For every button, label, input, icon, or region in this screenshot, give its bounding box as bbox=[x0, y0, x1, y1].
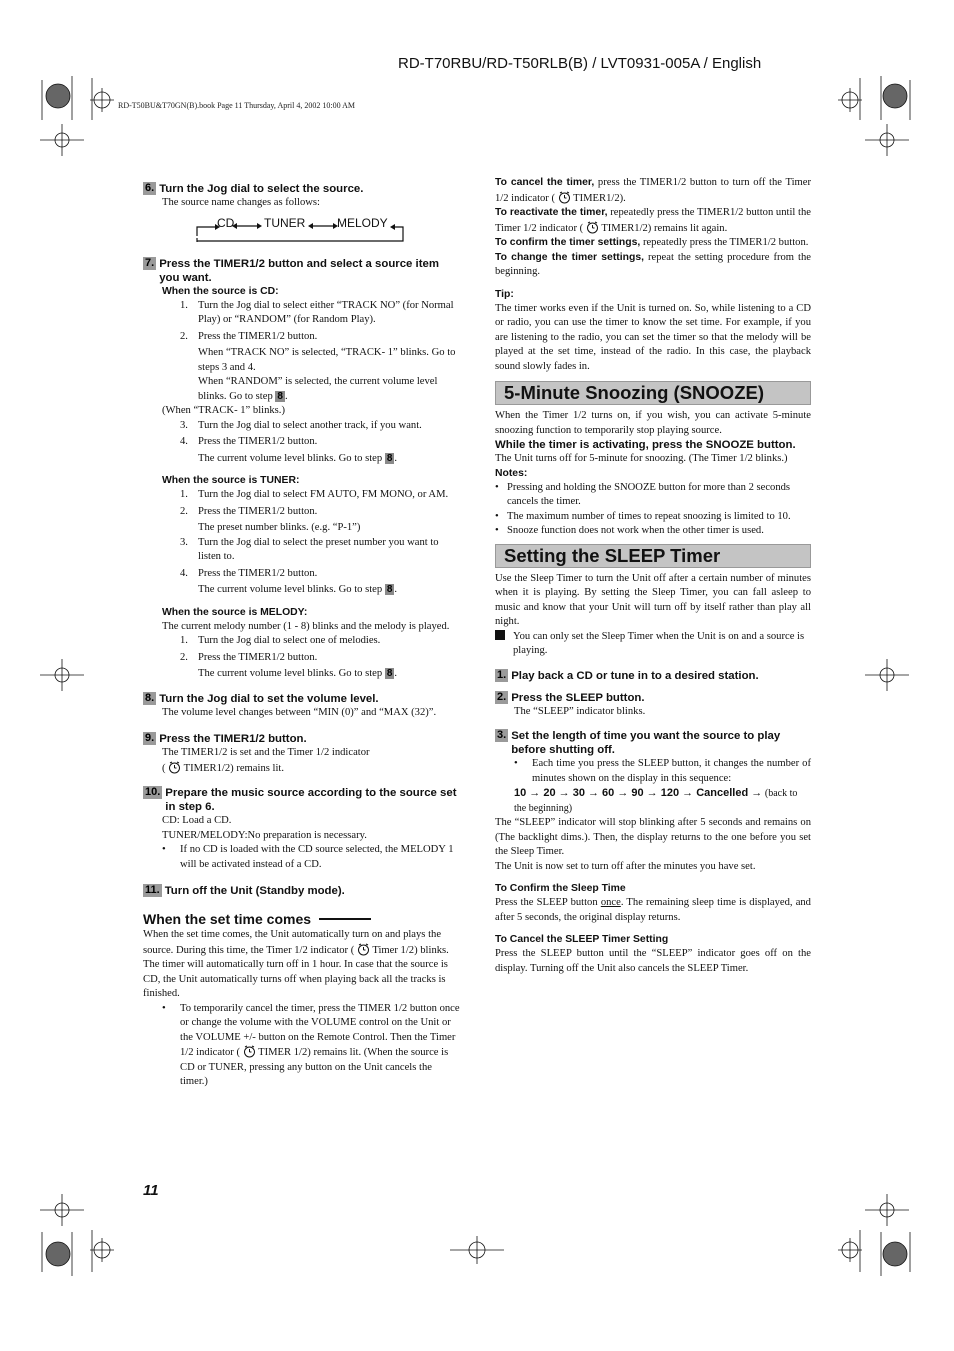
timer-clock-icon bbox=[168, 761, 181, 774]
step-7-heading: 7. Press the TIMER1/2 button and select a source item you want. bbox=[145, 256, 439, 284]
cd-item-4: 4. Press the TIMER1/2 button. bbox=[180, 436, 318, 447]
cd-when-track-note: (When “TRACK- 1” blinks.) bbox=[162, 405, 285, 416]
flow-cd-label: CD bbox=[217, 215, 235, 230]
when-set-time-text: When the set time comes, the Unit automatically turn on and plays the source. During this time, the Timer 1/2 indicator ( Timer 1/2) blinks. The timer will automatically turn off in 1 hour. In case that the source is CD, the Unit automatically turns off when playing back all the tracks is finished. bbox=[143, 929, 449, 999]
timer-clock-icon bbox=[243, 1045, 256, 1058]
cd-item-2-random-note: When “RANDOM” is selected, the current volume level blinks. Go to step 8 . bbox=[198, 376, 438, 402]
step-10-heading: 10. Prepare the music source according to the source set in step 6. bbox=[145, 786, 457, 813]
step-6-heading: 6. Turn the Jog dial to select the source. bbox=[145, 182, 364, 195]
step-8-text: The volume level changes between “MIN (0)” and “MAX (32)”. bbox=[162, 706, 437, 718]
cd-item-1: 1. Turn the Jog dial to select either “TRACK NO” (for Normal Play) or “RANDOM” (for Random Play). bbox=[180, 299, 454, 325]
sleep-note: You can only set the Sleep Timer when the Unit is on and a source is playing. bbox=[495, 630, 811, 659]
tuner-item-2: 2. Press the TIMER1/2 button. bbox=[180, 505, 318, 517]
cd-item-4-note: The current volume level blinks. Go to step 8 . bbox=[198, 452, 398, 464]
tuner-item-1: 1. Turn the Jog dial to select FM AUTO, FM MONO, or AM. bbox=[180, 489, 449, 500]
reactivate-timer-paragraph: To reactivate the timer, repeatedly press the TIMER1/2 button until the Timer 1/2 indicator ( TIMER1/2) remains lit again. bbox=[495, 207, 811, 234]
tip-heading: Tip: bbox=[495, 288, 514, 300]
when-set-time-bullet: • To temporarily cancel the timer, press the TIMER 1/2 button once or change the volume with the VOLUME control on the Unit or the VOLUME +/- button on the Remote Control. Then the Timer 1/2 indicator ( TIMER 1/2) remains lit. (When the source is CD or TUNER, pressing any button on the Unit cancels the timer.) bbox=[162, 1002, 460, 1087]
step-9-heading: 9. Press the TIMER1/2 button. bbox=[145, 732, 307, 745]
when-set-time-comes-heading: When the set time comes bbox=[143, 910, 461, 928]
melody-source-heading: When the source is MELODY: bbox=[162, 606, 308, 618]
step-8-reference: 8 bbox=[386, 584, 393, 596]
sleep-step-3-heading: 3. Set the length of time you want the source to play before shutting off. bbox=[497, 729, 781, 756]
step-8-reference: 8 bbox=[386, 668, 393, 680]
left-column bbox=[143, 182, 461, 1090]
snooze-notes-heading: Notes: bbox=[495, 467, 528, 479]
sleep-sequence: 10 → 20 → 30 → 60 → 90 → 120 → Cancelled → (back to the beginning) bbox=[514, 787, 798, 814]
cancel-sleep-heading: To Cancel the SLEEP Timer Setting bbox=[495, 934, 669, 945]
snooze-instruction: While the timer is activating, press the SNOOZE button. bbox=[495, 439, 796, 451]
sleep-intro: Use the Sleep Timer to turn the Unit off after a certain number of minutes when it is playing. By setting the Sleep Timer, you can fall asleep to music and know that your Unit will turn off by itself rather than play all night. bbox=[495, 572, 811, 627]
note-square-icon bbox=[495, 630, 507, 659]
tip-text: The timer works even if the Unit is turned on. So, while listening to a CD or radio, you can use the timer to know the set time. For example, if you are listening to the radio, you can set the timer so that the melody will be played at the set time, instead of the radio. In this case, the playback sound slowly fades in. bbox=[495, 302, 811, 372]
step-8-reference: 8 bbox=[386, 452, 393, 464]
melody-item-2: 2. Press the TIMER1/2 button. bbox=[180, 651, 318, 663]
timer-clock-icon bbox=[357, 943, 370, 956]
tuner-item-4: 4. Press the TIMER1/2 button. bbox=[180, 567, 318, 579]
cd-source-heading: When the source is CD: bbox=[162, 285, 279, 297]
flow-tuner-label: TUNER bbox=[264, 215, 306, 230]
document-header-title: RD-T70RBU/RD-T50RLB(B) / LVT0931-005A / English bbox=[398, 55, 762, 72]
confirm-timer-paragraph: To confirm the timer settings, repeatedly press the TIMER1/2 button. bbox=[495, 237, 809, 248]
cd-item-2: 2. Press the TIMER1/2 button. bbox=[180, 330, 318, 342]
melody-text: The current melody number (1 - 8) blinks and the melody is played. bbox=[162, 620, 450, 632]
sleep-paragraph-1: The “SLEEP” indicator will stop blinking after 5 seconds and remains on (The backlight dims.). Then, the display returns to the one before you set the Sleep Timer. bbox=[495, 817, 811, 857]
sleep-step-2-heading: 2. Press the SLEEP button. bbox=[497, 690, 645, 704]
step-9-text: The TIMER1/2 is set and the Timer 1/2 indicator ( TIMER1/2) remains lit. bbox=[162, 747, 370, 774]
timer-clock-icon bbox=[586, 221, 599, 234]
tuner-item-2-note: The preset number blinks. (e.g. “P-1”) bbox=[198, 522, 361, 533]
cd-item-2-track-note: When “TRACK NO” is selected, “TRACK- 1” blinks. Go to steps 3 and 4. bbox=[198, 347, 456, 373]
step-10-cd-line: CD: Load a CD. bbox=[162, 815, 232, 826]
step-6-text: The source name changes as follows: bbox=[162, 197, 320, 208]
tuner-item-4-note: The current volume level blinks. Go to step 8 . bbox=[198, 584, 398, 596]
flow-melody-label: MELODY bbox=[337, 215, 388, 230]
step-8-heading: 8. Turn the Jog dial to set the volume level. bbox=[145, 691, 379, 705]
page-number: 11 bbox=[143, 1182, 159, 1199]
sleep-paragraph-2: The Unit is now set to turn off after the minutes you have set. bbox=[495, 860, 756, 872]
step-8-reference: 8 bbox=[277, 390, 283, 402]
confirm-sleep-heading: To Confirm the Sleep Time bbox=[495, 883, 626, 894]
snooze-note-1: • Pressing and holding the SNOOZE button for more than 2 seconds cancels the timer. bbox=[495, 481, 791, 507]
melody-item-2-note: The current volume level blinks. Go to step 8 . bbox=[198, 668, 398, 680]
sleep-step-3-bullet: • Each time you press the SLEEP button, it changes the number of minutes shown on the display in this sequence: bbox=[514, 758, 811, 784]
tuner-item-3: 3. Turn the Jog dial to select the preset number you want to listen to. bbox=[180, 536, 439, 562]
right-column bbox=[495, 176, 811, 976]
snooze-section-title: 5-Minute Snoozing (SNOOZE) bbox=[495, 381, 811, 405]
melody-item-1: 1. Turn the Jog dial to select one of melodies. bbox=[180, 635, 381, 646]
tuner-source-heading: When the source is TUNER: bbox=[162, 475, 300, 486]
snooze-text: The Unit turns off for 5-minute for snoozing. (The Timer 1/2 blinks.) bbox=[495, 453, 788, 464]
cancel-sleep-text: Press the SLEEP button until the “SLEEP” indicator goes off on the display. Turning off the Unit also cancels the SLEEP Timer. bbox=[495, 948, 811, 974]
source-flow-diagram bbox=[195, 216, 409, 242]
snooze-intro: When the Timer 1/2 turns on, if you wish, you can activate 5-minute snoozing function to temporarily stop playing source. bbox=[495, 410, 811, 436]
snooze-note-3: • Snooze function does not work when the other timer is used. bbox=[495, 525, 764, 536]
confirm-sleep-text: Press the SLEEP button once. The remaining sleep time is displayed, and after 5 seconds, the original display returns. bbox=[495, 897, 811, 923]
change-timer-paragraph: To change the timer settings, repeat the setting procedure from the beginning. bbox=[495, 251, 811, 277]
book-info-line: RD-T50BU&T70GN(B).book Page 11 Thursday, April 4, 2002 10:00 AM bbox=[118, 101, 356, 110]
cancel-timer-paragraph: To cancel the timer, press the TIMER1/2 button to turn off the Timer 1/2 indicator ( TIMER1/2). bbox=[495, 177, 811, 204]
sleep-step-2-text: The “SLEEP” indicator blinks. bbox=[514, 705, 646, 717]
sleep-step-1-heading: 1. Play back a CD or tune in to a desired station. bbox=[497, 668, 759, 682]
timer-clock-icon bbox=[558, 191, 571, 204]
cd-item-3: 3. Turn the Jog dial to select another track, if you want. bbox=[180, 419, 422, 431]
step-11-heading: 11. Turn off the Unit (Standby mode). bbox=[145, 884, 345, 897]
step-10-tuner-line: TUNER/MELODY:No preparation is necessary. bbox=[162, 829, 367, 841]
snooze-note-2: • The maximum number of times to repeat snoozing is limited to 10. bbox=[495, 510, 791, 522]
step-10-bullet: • If no CD is loaded with the CD source selected, the MELODY 1 will be activated instead of a CD. bbox=[162, 844, 454, 870]
sleep-section-title: Setting the SLEEP Timer bbox=[495, 544, 811, 568]
